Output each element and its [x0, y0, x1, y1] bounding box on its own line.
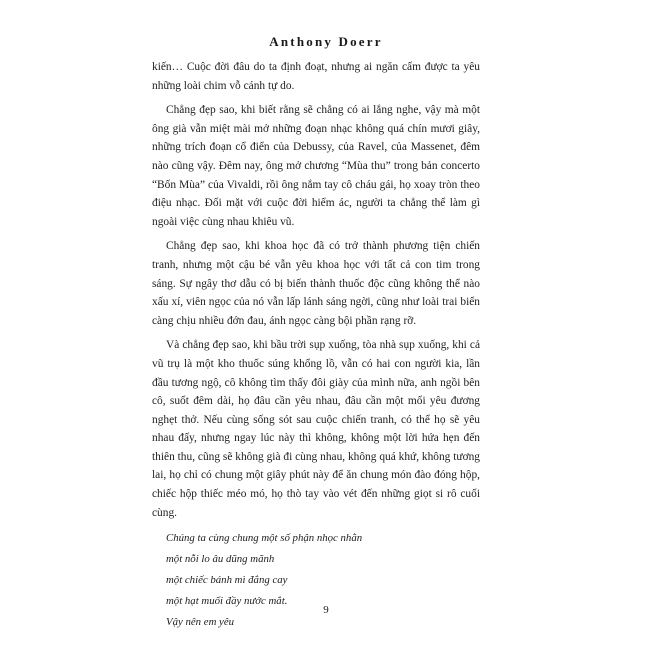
paragraph-3: Chẳng đẹp sao, khi khoa học đã có trở thành phương tiện chiến tranh, nhưng một cậu bé vẫn yêu khoa học với tất cả con tim trong sáng. Sự ngây thơ dẫu có bị biến thành thuốc độc cũng không thể nào xấu xí, viên ngọc của nó vẫn lấp lánh sáng ngời, cũng như loài trai biển càng chịu nhiều đớn đau, ánh ngọc càng bội phần rạng rỡ. [152, 240, 480, 327]
poem-line-1: Chúng ta cùng chung một số phận nhọc nhằn [166, 532, 363, 545]
paragraph-4: Và chẳng đẹp sao, khi bầu trời sụp xuống, tòa nhà sụp xuống, khi cả vũ trụ là một kho thuốc súng khổng lồ, vẫn có hai con người kia, lần đầu tương ngộ, cô không tìm thấy đôi giày của mình nữa, anh ngồi bên cô, suốt đêm dài, họ đâu cần yêu nhau, đâu cần một mối yêu đương nghẹt thở. Nếu cùng sống sót sau cuộc chiến tranh, có thể họ sẽ yêu nhau đấy, nhưng ngay lúc này thì không, không một lời hứa hẹn đến thiên thu, cũng sẽ không già đi cùng nhau, không quá khứ, không tương lai, họ chỉ có chung một giây phút này để ăn chung món đào đóng hộp, chiếc hộp thiếc méo mó, họ thò tay vào vét đến những giọt si rô cuối cùng. [152, 339, 480, 519]
poem-excerpt [152, 528, 480, 633]
poem-line-4: một hạt muối đầy nước mắt. [166, 595, 288, 608]
poem-line-2: một nỗi lo âu dũng mãnh [166, 553, 275, 566]
body-text [152, 58, 480, 633]
running-header-author: Anthony Doerr [269, 34, 383, 49]
poem-line-5: Vậy nên em yêu [166, 616, 235, 629]
poem-line-3: một chiếc bánh mì đắng cay [166, 574, 288, 587]
page-number: 9 [323, 604, 329, 616]
paragraph-1: kiến… Cuộc đời đâu do ta định đoạt, nhưng ai ngăn cấm được ta yêu những loài chim vỗ cánh tự do. [152, 61, 480, 92]
paragraph-2: Chẳng đẹp sao, khi biết rằng sẽ chẳng có ai lắng nghe, vậy mà một ông già vẫn miệt mài mở những đoạn nhạc không quá chín mươi giây, những trích đoạn cổ điển của Debussy, của Ravel, của Massenet, đêm nào cũng vậy. Đêm nay, ông mở chương “Mùa thu” trong bản concerto “Bốn Mùa” của Vivaldi, rồi ông nắm tay cô cháu gái, họ xoay tròn theo điệu nhạc. Đối mặt với cuộc đời hiểm ác, người ta chẳng thể làm gì ngoài việc cùng nhau khiêu vũ. [152, 104, 480, 228]
